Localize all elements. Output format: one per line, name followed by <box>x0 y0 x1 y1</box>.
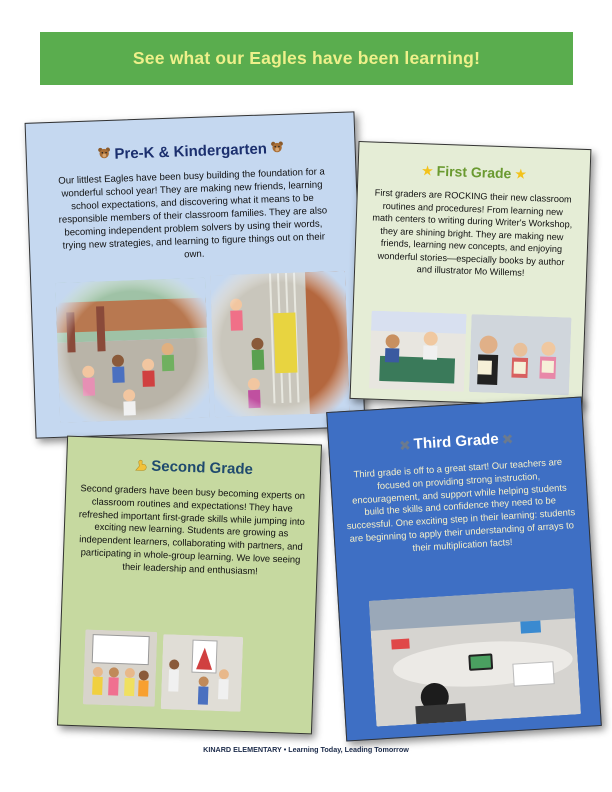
footer-text: KINARD ELEMENTARY • Learning Today, Leading Tomorrow <box>203 745 409 754</box>
prek-photos <box>55 273 350 423</box>
third-grade-card <box>326 396 602 741</box>
third-photo-classroom <box>369 588 581 726</box>
first-grade-card <box>350 141 592 407</box>
prek-kindergarten-card <box>25 111 366 438</box>
flexed-arm-icon <box>134 458 149 474</box>
prek-body: Our littlest Eagles have been busy building the foundation for a wonderful school year! They are making new friends, learning school expectations, and discovering what it means to be responsible members of their classroom families. They are also becoming independent problem solvers by using their words, trying new strategies, and learning to figure things out on their own. <box>58 166 328 261</box>
second-photo-poster <box>161 634 244 712</box>
first-photo-books <box>469 314 572 395</box>
page-title: See what our Eagles have been learning! <box>132 48 481 68</box>
third-title-row <box>329 426 584 458</box>
second-body: Second graders have been busy becoming experts on classroom routines and expectations! They have refreshed important first-grade skills while jumping into exciting new learning. Students are growing as independent learners, collaborating with partners, and participating in whole-group learning. We love seeing their leadership and enthusiasm! <box>78 482 306 577</box>
third-photos <box>369 588 581 726</box>
teddy-bear-icon <box>96 146 112 164</box>
prek-photo-fence <box>210 271 350 418</box>
footer <box>0 745 612 754</box>
third-title: Third Grade <box>413 430 500 453</box>
prek-title: Pre-K & Kindergarten <box>114 140 268 163</box>
first-body: First graders are ROCKING their new classroom routines and procedures! From learning new math centers to writing during Writer's Workshop, they are shining bright. They are making new friends, learning new concepts, and enjoying wonderful stories—especially books by author and illustrator Mo Willems! <box>372 187 573 278</box>
star-icon: ★ <box>514 165 528 182</box>
second-photo-board <box>83 629 158 706</box>
second-title: Second Grade <box>150 457 254 479</box>
second-title-row <box>67 455 320 481</box>
first-title: First Grade <box>436 162 512 182</box>
first-photo-math <box>369 311 467 392</box>
teddy-bear-icon <box>270 140 286 158</box>
multiplication-x-icon: ✖ <box>398 436 412 454</box>
prek-photo-outdoor <box>55 278 210 423</box>
second-grade-card <box>57 436 322 735</box>
prek-title-row <box>26 137 354 165</box>
multiplication-x-icon: ✖ <box>501 430 514 447</box>
first-title-row <box>358 160 589 184</box>
star-icon: ★ <box>420 162 435 179</box>
header-banner <box>40 32 573 85</box>
third-body: Third grade is off to a great start! Our teachers are focused on providing strong instruction, encouragement, and support while helping students build the skills and confidence they need to be successful. One exciting step in their learning: students are beginning to apply their understanding of arrays to their multiplication facts! <box>346 455 576 553</box>
second-photos <box>83 629 286 714</box>
first-photos <box>369 311 572 398</box>
